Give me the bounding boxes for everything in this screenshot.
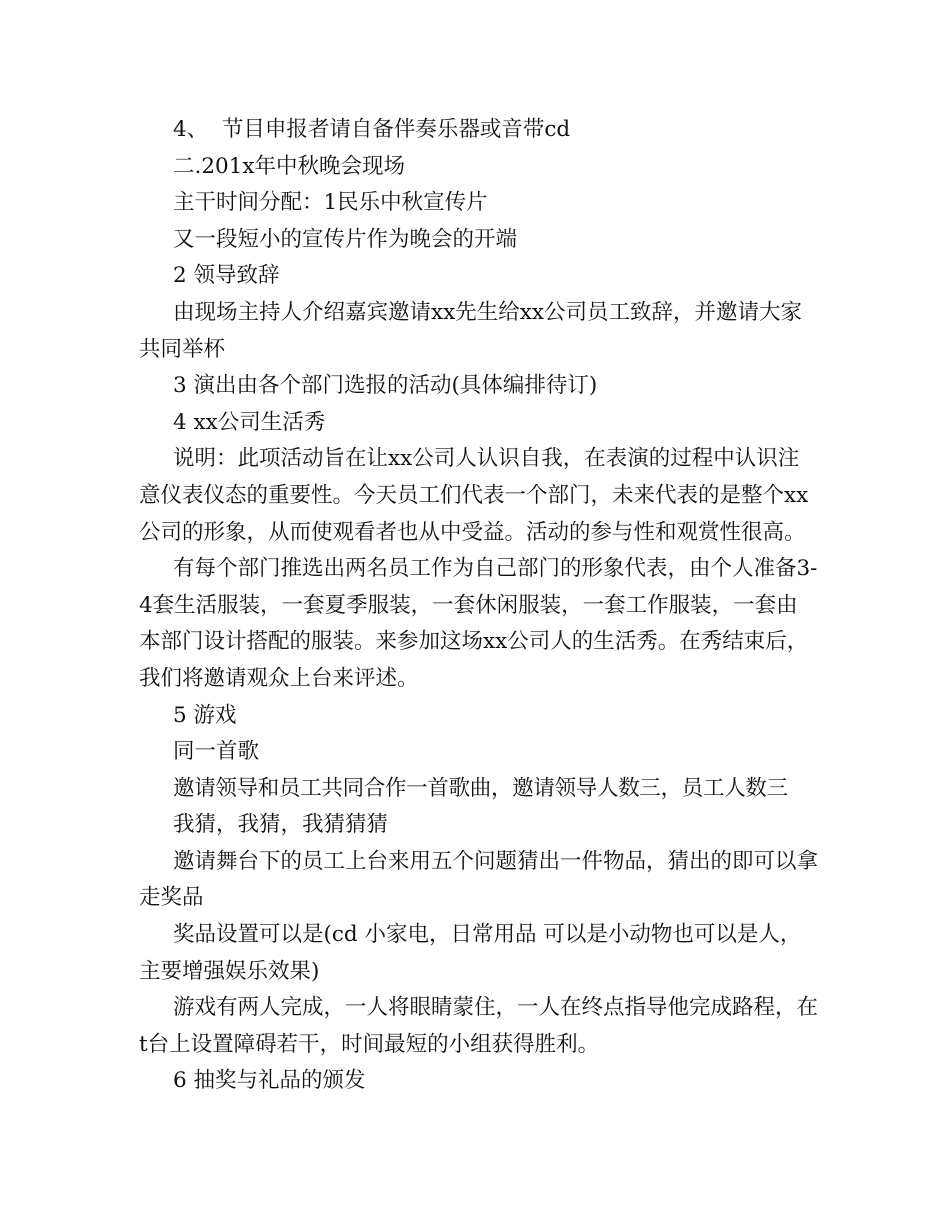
paragraph-leader-speech: 由现场主持人介绍嘉宾邀请xx先生给xx公司员工致辞，并邀请大家共同举杯 [139,299,803,362]
paragraph-life-show-details: 有每个部门推选出两名员工作为自己部门的形象代表，由个人准备3-4套生活服装，一套夏季服装，一套休闲服装，一套工作服装，一套由本部门设计搭配的服装。来参加这场xx公司人的生活秀。在秀结束后，我们将邀请观众上台来评述。 [139,556,818,691]
paragraph-game-guess-details: 邀请舞台下的员工上台来用五个问题猜出一件物品，猜出的即可以拿走奖品 [139,848,819,911]
item-heading-lottery: 6 抽奖与礼品的颁发 [173,1068,366,1094]
item-heading-games: 5 游戏 [173,702,237,728]
paragraph-time-allocation: 主干时间分配：1民乐中秋宣传片 [173,190,488,216]
paragraph-game-blindfold: 游戏有两人完成，一人将眼睛蒙住，一人在终点指导他完成路程，在t台上设置障碍若干，时间最短的小组获得胜利。 [139,995,819,1057]
paragraph-game-same-song: 同一首歌 [173,739,260,765]
section-heading-gala-venue: 二.201x年中秋晚会现场 [173,153,405,179]
paragraph-prize-settings: 奖品设置可以是(cd 小家电，日常用品 可以是小动物也可以是人，主要增强娱乐效果) [139,922,802,984]
paragraph-life-show-description: 说明：此项活动旨在让xx公司人认识自我，在表演的过程中认识注意仪表仪态的重要性。今天员工们代表一个部门，未来代表的是整个xx公司的形象，从而使观看者也从中受益。活动的参与性和观赏性很高。 [139,446,809,545]
paragraph-promo-film: 又一段短小的宣传片作为晚会的开端 [173,226,518,252]
item-heading-leader-speech: 2 领导致辞 [173,263,280,289]
item-heading-performances: 3 演出由各个部门选报的活动(具体编排待订) [173,373,598,399]
document-body [139,112,819,1100]
item-heading-life-show: 4 xx公司生活秀 [173,409,326,435]
paragraph-game-guess: 我猜，我猜，我猜猜猜 [173,812,389,838]
list-item-program-accompaniment: 4、 节目申报者请自备伴奏乐器或音带cd [173,117,571,142]
paragraph-game-same-song-details: 邀请领导和员工共同合作一首歌曲，邀请领导人数三，员工人数三 [173,775,788,801]
